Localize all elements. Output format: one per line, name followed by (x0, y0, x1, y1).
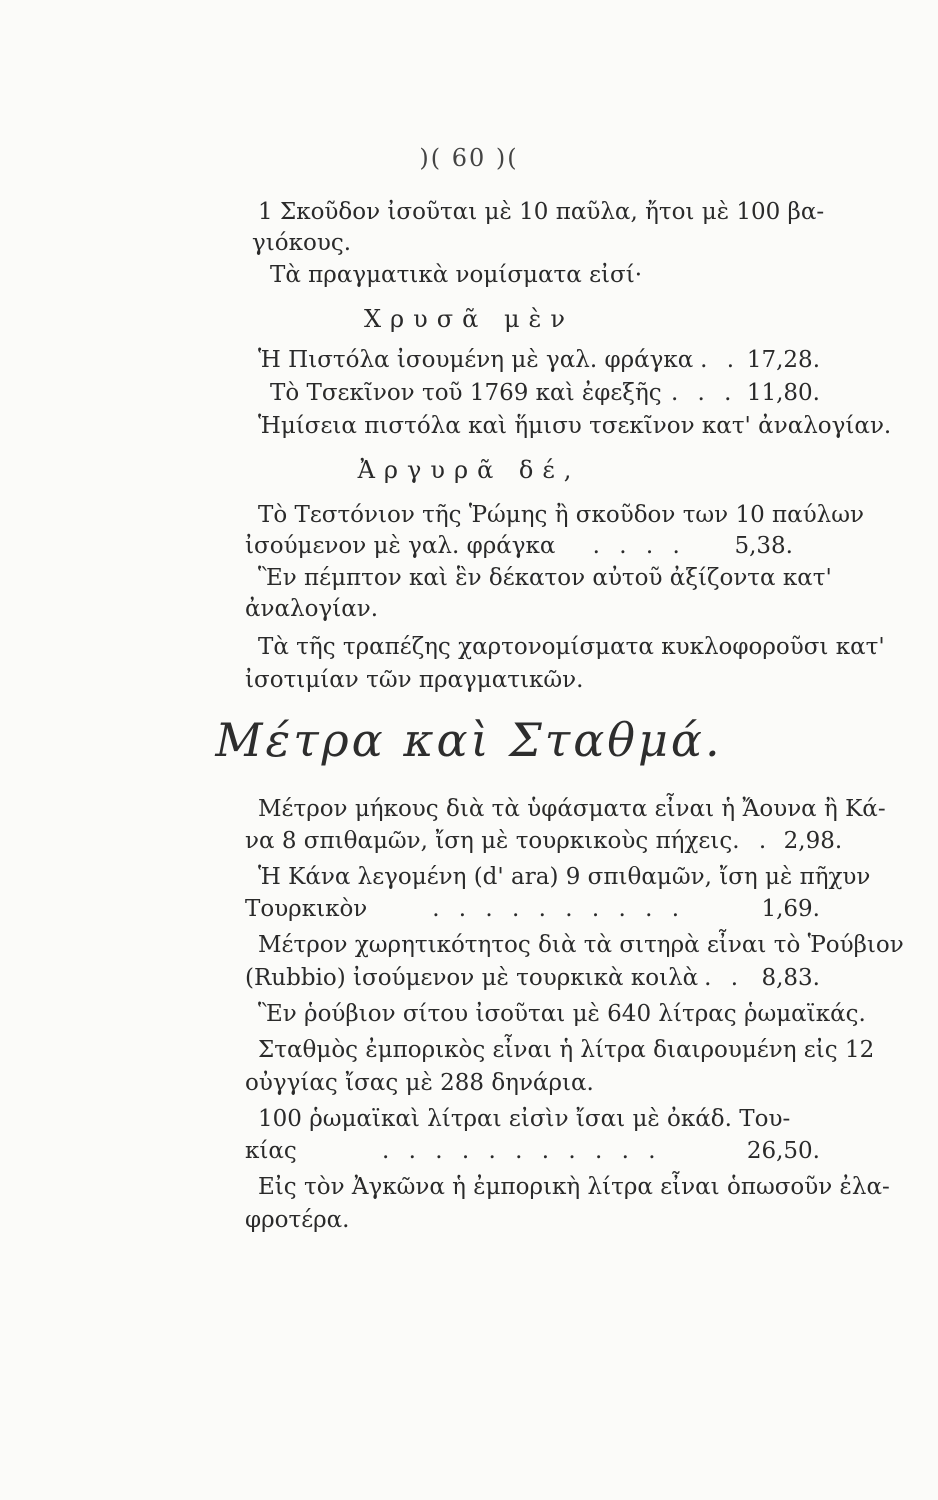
text-line: Τὰ τῆς τραπέζης χαρτονομίσματα κυκλοφοροῦσι κατ' (258, 634, 885, 660)
value-line (270, 378, 820, 408)
text-line: Μέτρον χωρητικότητος διὰ τὰ σιτηρὰ εἶναι τὸ Ῥούβιον (258, 932, 904, 958)
line-value: 5,38. (734, 533, 793, 559)
text-line: ἰσοτιμίαν τῶν πραγματικῶν. (245, 667, 584, 693)
text-line: Ἓν πέμπτον καὶ ἓν δέκατον αὐτοῦ ἀξίζοντα κατ' (258, 565, 832, 591)
text-line: Σταθμὸς ἐμπορικὸς εἶναι ἡ λίτρα διαιρουμένη εἰς 12 (258, 1037, 875, 1063)
text-line: Τὰ πραγματικὰ νομίσματα εἰσί· (270, 262, 643, 288)
section-heading-silver: Ἀργυρᾶ δέ, (357, 456, 581, 484)
leader-dots: . . . . . . . . . . . (382, 1138, 662, 1164)
line-text: Τουρκικὸν (245, 896, 368, 922)
leader-dots: . . (704, 965, 745, 991)
text-line: οὐγγίας ἴσας μὲ 288 δηνάρια. (245, 1070, 594, 1096)
text-line: 1 Σκοῦδον ἰσοῦται μὲ 10 παῦλα, ἤτοι μὲ 100 βα- (258, 199, 825, 225)
value-line (245, 531, 793, 561)
text-line: Ἓν ῥούβιον σίτου ἰσοῦται μὲ 640 λίτρας ῥωμαϊκάς. (258, 1001, 866, 1027)
value-line (245, 963, 820, 993)
value-line (245, 826, 843, 856)
line-text: κίας (245, 1138, 297, 1164)
page-number: )( 60 )( (419, 144, 519, 172)
page-title: Μέτρα καὶ Σταθμά. (215, 713, 723, 767)
text-line: 100 ῥωμαϊκαὶ λίτραι εἰσὶν ἴσαι μὲ ὀκάδ. Του- (258, 1106, 791, 1132)
value-line (258, 345, 820, 375)
text-line: Τὸ Τεστόνιον τῆς Ῥώμης ἢ σκοῦδον των 10 παύλων (258, 502, 864, 528)
leader-dots: . . (700, 347, 741, 373)
line-value: 2,98. (783, 828, 843, 854)
value-line (245, 1136, 820, 1166)
section-heading-gold: Χρυσᾶ μὲν (363, 305, 575, 333)
leader-dots: . . . . (592, 533, 686, 559)
text-line: Εἰς τὸν Ἀγκῶνα ἡ ἐμπορικὴ λίτρα εἶναι ὁπωσοῦν ἐλα- (258, 1174, 890, 1200)
text-line: Ἡ Κάνα λεγομένη (d' ara) 9 σπιθαμῶν, ἴση μὲ πῆχυν (258, 864, 871, 890)
line-value: 1,69. (761, 896, 820, 922)
line-value: 26,50. (746, 1138, 820, 1164)
line-value: 17,28. (746, 347, 820, 373)
line-text: να 8 σπιθαμῶν, ἴση μὲ τουρκικοὺς πήχεις (245, 828, 733, 854)
text-line: Μέτρον μήκους διὰ τὰ ὑφάσματα εἶναι ἡ Ἄουνα ἢ Κά- (258, 796, 886, 822)
line-text: (Rubbio) ἰσούμενον μὲ τουρκικὰ κοιλὰ (245, 965, 699, 991)
leader-dots: . . (732, 828, 773, 854)
line-text: ἰσούμενον μὲ γαλ. φράγκα (245, 533, 556, 559)
line-value: 11,80. (746, 380, 820, 406)
line-text: Ἡ Πιστόλα ἰσουμένη μὲ γαλ. φράγκα (258, 347, 694, 373)
line-value: 8,83. (761, 965, 820, 991)
text-line: γιόκους. (252, 230, 352, 256)
leader-dots: . . . (670, 380, 738, 406)
leader-dots: . . . . . . . . . . (432, 896, 686, 922)
text-line: φροτέρα. (245, 1207, 350, 1233)
value-line (245, 894, 820, 924)
line-text: Τὸ Τσεκῖνον τοῦ 1769 καὶ ἐφεξῆς (270, 380, 662, 406)
text-line: ἀναλογίαν. (245, 596, 379, 622)
text-line: Ἡμίσεια πιστόλα καὶ ἥμισυ τσεκῖνον κατ' ἀναλογίαν. (258, 413, 892, 439)
